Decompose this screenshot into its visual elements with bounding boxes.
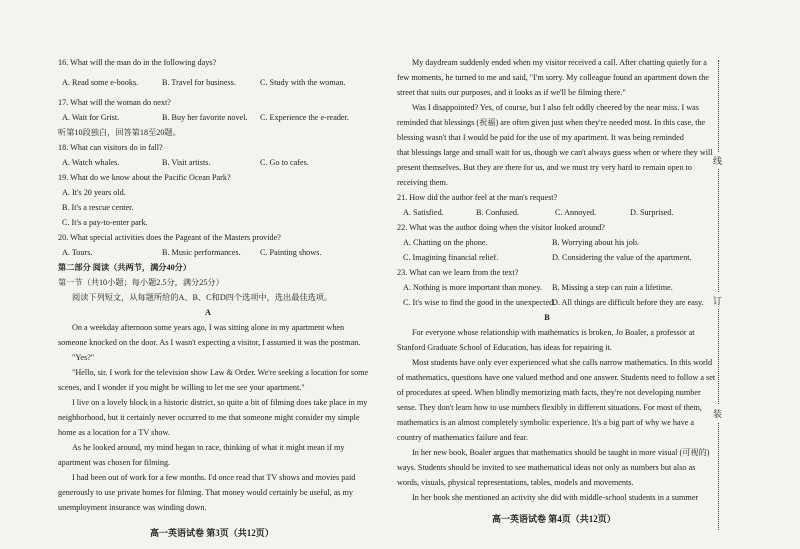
passage-line: of procedures at speed. When blindly memorizing math facts, they're not developing number: [397, 388, 701, 397]
option-16c: C. Study with the woman.: [260, 78, 346, 87]
section-one-heading: 第一节（共10小题；每小题2.5分，满分25分）: [58, 278, 224, 287]
binding-mark-bind: 装: [713, 405, 722, 422]
passage-line: present themselves. But they are there for us, and we must try very hard to remain open to: [397, 163, 692, 172]
option-23c: C. It's wise to find the good in the unexpected.: [403, 298, 556, 307]
passage-line: street that suits our purposes, and it looks as if we'll be filming there.": [397, 88, 626, 97]
passage-b-label: B: [544, 313, 550, 322]
option-21d: D. Surprised.: [630, 208, 674, 217]
passage-line: mathematics is an almost completely symbolic experience. It's a big part of why we have a: [397, 418, 695, 427]
question-23: 23. What can we learn from the text?: [397, 268, 519, 277]
passage-line: reminded that blessings (祝福) are often given just when they're needed most. In this case, the: [397, 118, 706, 127]
option-18c: C. Go to cafes.: [260, 158, 309, 167]
passage-line: Stanford Graduate School of Education, has ideas for repairing it.: [397, 343, 612, 352]
passage-line: unemployment insurance was winding down.: [58, 503, 207, 512]
binding-mark-line: 线: [713, 152, 722, 169]
question-18: 18. What can visitors do in fall?: [58, 143, 163, 152]
passage-line: generously to use private homes for filming. That money would certainly be useful, as my: [58, 488, 353, 497]
option-20c: C. Painting shows.: [260, 248, 322, 257]
option-23b: B. Missing a step can ruin a lifetime.: [552, 283, 673, 292]
option-17c: C. Experience the e-reader.: [260, 113, 349, 122]
option-22c: C. Imagining financial relief.: [403, 253, 499, 262]
option-19c: C. It's a pay-to-enter park.: [62, 218, 148, 227]
option-18a: A. Watch whales.: [62, 158, 120, 167]
option-23d: D. All things are difficult before they are easy.: [552, 298, 704, 307]
part-two-heading: 第二部分 阅读（共两节，满分40分）: [58, 263, 192, 272]
option-19b: B. It's a rescue center.: [62, 203, 134, 212]
option-21a: A. Satisfied.: [403, 208, 444, 217]
passage-line: sense. They don't learn how to use numbers flexibly in different situations. For most of them,: [397, 403, 702, 412]
question-20: 20. What special activities does the Pageant of the Masters provide?: [58, 233, 281, 242]
section-instruction: 听第10段独白，回答第18至20题。: [58, 128, 181, 137]
passage-line: My daydream suddenly ended when my visitor received a call. After chatting quietly for a: [412, 58, 707, 67]
passage-line: someone knocked on the door. As I wasn't expecting a visitor, I assumed it was the postman.: [58, 338, 361, 347]
right-footer: 高一英语试卷 第4页（共12页）: [492, 514, 616, 524]
passage-line: "Yes?": [72, 353, 95, 362]
binding-mark-order: 订: [713, 292, 722, 309]
option-21c: C. Annoyed.: [555, 208, 597, 217]
option-18b: B. Visit artists.: [162, 158, 211, 167]
option-23a: A. Nothing is more important than money.: [403, 283, 543, 292]
passage-line: few moments, he turned to me and said, "I'm sorry. My colleague found an apartment down the: [397, 73, 709, 82]
option-17a: A. Wait for Grist.: [62, 113, 120, 122]
passage-line: that blessings large and small wait for us, though we can't always guess when or where they will: [397, 148, 713, 157]
passage-line: receiving them.: [397, 178, 448, 187]
passage-line: scenes, and I wonder if you might be willing to let me see your apartment.": [58, 383, 305, 392]
option-22b: B. Worrying about his job.: [552, 238, 639, 247]
passage-a-label: A: [205, 308, 211, 317]
passage-line: Most students have only ever experienced what she calls narrow mathematics. In this world: [412, 358, 713, 367]
option-20b: B. Music performances.: [162, 248, 241, 257]
passage-line: words, visuals, physical representations, tables, models and movements.: [397, 478, 634, 487]
passage-line: neighborhood, but it certainly never occurred to me that someone might consider my simple: [58, 413, 360, 422]
question-16: 16. What will the man do in the following days?: [58, 58, 217, 67]
passage-line: of mathematics, questions have one valued method and one answer. Students need to follow a set: [397, 373, 716, 382]
option-17b: B. Buy her favorite novel.: [162, 113, 248, 122]
passage-line: ways. Students should be invited to see mathematical ideas not only as numbers but also as: [397, 463, 696, 472]
passage-line: Was I disappointed? Yes, of course, but I also felt oddly cheered by the near miss. I was: [412, 103, 699, 112]
passage-line: As he looked around, my mind began to race, thinking of what it might mean if my: [72, 443, 345, 452]
option-20a: A. Tours.: [62, 248, 93, 257]
option-16b: B. Travel for business.: [162, 78, 236, 87]
passage-line: home as a location for a TV show.: [58, 428, 170, 437]
question-19: 19. What do we know about the Pacific Ocean Park?: [58, 173, 231, 182]
passage-line: country of mathematics failure and fear.: [397, 433, 528, 442]
passage-line: In her new book, Boaler argues that mathematics should be taught in more visual (可视的): [412, 448, 710, 457]
option-16a: A. Read some e-books.: [62, 78, 139, 87]
passage-line: I had been out of work for a few months. I'd once read that TV shows and movies paid: [72, 473, 356, 482]
question-21: 21. How did the author feel at the man's request?: [397, 193, 558, 202]
passage-line: On a weekday afternoon some years ago, I was sitting alone in my apartment when: [72, 323, 345, 332]
question-22: 22. What was the author doing when the visitor looked around?: [397, 223, 605, 232]
option-21b: B. Confused.: [476, 208, 519, 217]
question-17: 17. What will the woman do next?: [58, 98, 171, 107]
passage-line: blessing wasn't that I would be paid for the use of my apartment. It was being reminded: [397, 133, 684, 142]
passage-line: In her book she mentioned an activity she did with middle-school students in a summer: [412, 493, 699, 502]
passage-line: apartment was chosen for filming.: [58, 458, 171, 467]
option-19a: A. It's 20 years old.: [62, 188, 126, 197]
passage-line: For everyone whose relationship with mathematics is broken, Jo Boaler, a professor at: [412, 328, 695, 337]
left-footer: 高一英语试卷 第3页（共12页）: [150, 528, 274, 538]
option-22d: D. Considering the value of the apartment.: [552, 253, 692, 262]
reading-instruction: 阅读下列短文，从每题所给的A、B、C和D四个选项中，选出最佳选项。: [72, 293, 333, 302]
passage-line: "Hello, sir. I work for the television show Law & Order. We're seeking a location for some: [72, 368, 369, 377]
option-22a: A. Chatting on the phone.: [403, 238, 488, 247]
passage-line: I live on a lovely block in a historic district, so quite a bit of filming does take place in my: [72, 398, 368, 407]
